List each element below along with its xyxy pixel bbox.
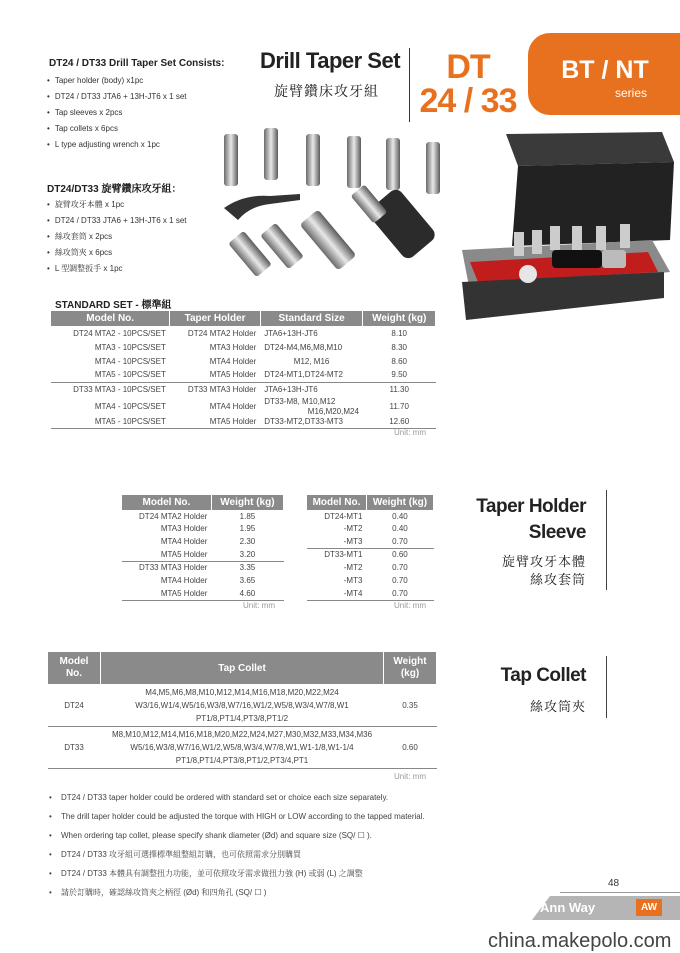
cell-model: DT24 MTA2 Holder (139, 511, 208, 521)
wrench (224, 194, 300, 220)
set-items-list (47, 73, 187, 153)
list-item: • Tap collets x 6pcs (47, 121, 187, 137)
table-row (51, 383, 436, 397)
table-row (51, 355, 436, 369)
cell-model: DT24 (64, 700, 84, 710)
cell-size-line: M16,M20,M24 (307, 406, 359, 416)
cell-weight: 3.65 (239, 576, 256, 585)
table-row (122, 549, 284, 562)
note-item: • When ordering tap collet, please specify shank diameter (Ød) and square size (SQ/ ☐ ). (47, 830, 467, 841)
table-row (48, 727, 437, 769)
col-header-model (48, 652, 101, 685)
list-item: • DT24 / DT33 JTA6 + 13H-JT6 x 1 set (47, 89, 187, 105)
note-item: • DT24 / DT33 taper holder could be ordered with standard set or choice each size separately. (47, 792, 467, 803)
note-item: • DT24 / DT33 本體具有調整扭力功能，並可依照攻牙需求做扭力強 (H) 或弱 (L) 之調整 (47, 868, 467, 879)
col-header: Taper Holder (170, 311, 260, 327)
table-row (122, 575, 284, 588)
cell-weight: 0.70 (392, 576, 408, 585)
cell-size: JTA6+13H-JT6 (264, 384, 318, 394)
collet-line: W3/16,W1/4,W5/16,W3/8,W7/16,W1/2,W5/8,W3/4,W7/8,W1 (135, 701, 349, 710)
cell-holder: MTA5 Holder (209, 370, 257, 380)
header-line: Model (59, 656, 89, 667)
collet-line: M4,M5,M6,M8,M10,M12,M14,M16,M18,M20,M22,M24 (145, 688, 339, 697)
table-row (307, 523, 434, 536)
tap-collet-table (47, 651, 437, 769)
cell-weight: 0.40 (392, 511, 408, 521)
header-line: (kg) (400, 668, 420, 679)
tool-parts-photo (210, 122, 455, 294)
list-item: • DT24 / DT33 JTA6 + 13H-JT6 x 1 set (47, 213, 187, 229)
series-subtitle: series (614, 86, 647, 100)
cell-model: MTA5 - 10PCS/SET (94, 370, 166, 380)
cell-weight: 0.60 (392, 550, 408, 560)
standard-set-table (50, 310, 436, 429)
cell-model: DT33 (64, 742, 84, 752)
cell-model: DT33 MTA3 - 10PCS/SET (73, 384, 166, 394)
cell-weight: 0.35 (402, 700, 418, 710)
cell-weight: 3.35 (239, 563, 256, 573)
standard-set-title: STANDARD SET - 標準組 (55, 300, 172, 311)
watermark: china.makepolo.com (488, 930, 672, 952)
note-item: • The drill taper holder could be adjusted the torque with HIGH or LOW according to the tapped material. (47, 811, 467, 822)
col-header: Model No. (307, 495, 367, 511)
drill-taper-set-cn: 旋臂鑽床攻牙組 (274, 83, 379, 99)
cell-model: MTA4 Holder (160, 576, 208, 585)
cell-weight: 3.20 (239, 549, 256, 559)
cell-weight: 0.70 (392, 536, 408, 546)
col-header: Model No. (122, 495, 212, 511)
cell-weight: 0.60 (402, 742, 418, 752)
cell-size: DT24-MT1,DT24-MT2 (264, 370, 343, 380)
cell-model: MTA4 Holder (160, 537, 208, 546)
cell-holder: MTA3 Holder (209, 342, 257, 352)
set-consists-title: DT24 / DT33 Drill Taper Set Consists: (49, 58, 225, 69)
list-item: • 絲攻套筒 x 2pcs (47, 229, 187, 245)
collet-line: PT1/8,PT1/4,PT3/8,PT1/2 (195, 714, 289, 723)
cell-collet (101, 727, 384, 769)
cell-model: DT33-MT1 (324, 550, 363, 560)
table-row (307, 536, 434, 549)
tap-collet-title: Tap Collet (500, 665, 586, 686)
dt-line2: 24 / 33 (419, 82, 517, 120)
cell-model: DT33 MTA3 Holder (139, 563, 208, 573)
cell-model: MTA4 - 10PCS/SET (94, 401, 166, 411)
series-title: BT / NT (561, 56, 649, 84)
table-row (122, 588, 284, 601)
page-number: 48 (608, 878, 620, 889)
cell-weight: 4.60 (239, 588, 256, 598)
cell-weight: 8.10 (391, 328, 407, 338)
cell-model: -MT3 (343, 576, 363, 585)
taper-holder-title (440, 494, 586, 546)
cell-size: DT24-M4,M6,M8,M10 (264, 342, 343, 352)
unit-label: Unit: mm (243, 601, 275, 610)
taper-holder-cn-line1: 旋臂攻牙本體 (501, 554, 586, 569)
list-item: • L 型調整扳手 x 1pc (47, 261, 187, 277)
cn-set-title: DT24/DT33 旋臂鑽床攻牙組： (47, 184, 182, 195)
cell-weight: 2.30 (239, 537, 256, 546)
cell-holder: DT24 MTA2 Holder (187, 328, 257, 338)
brand-name: Ann Way (540, 900, 596, 915)
col-header-collet: Tap Collet (101, 652, 384, 685)
taper-holder-title-line2: Sleeve (528, 522, 586, 543)
table-row (122, 536, 284, 549)
collet-line: M8,M10,M12,M14,M16,M18,M20,M22,M24,M27,M30,M32,M33,M34,M36 (111, 730, 373, 739)
drill-taper-set-title: Drill Taper Set (260, 48, 401, 73)
section-divider (606, 656, 607, 718)
tap-collet-cn: 絲攻筒夾 (529, 699, 586, 714)
collet-line: PT1/8,PT1/4,PT3/8,PT1/2,PT3/4,PT1 (175, 756, 309, 765)
taper-holder-title-line1: Taper Holder (476, 496, 586, 517)
cell-size: M12, M16 (293, 356, 330, 366)
col-header-weight (384, 652, 437, 685)
table-row (307, 588, 434, 601)
cell-model: DT24 MTA2 - 10PCS/SET (73, 328, 166, 338)
dt-model-title (418, 50, 518, 118)
list-item: • Taper holder (body) x1pc (47, 73, 187, 89)
note-item: • 請於訂購時，確認絲攻筒夾之柄徑 (Ød) 和四角孔 (SQ/ ☐ ) (47, 887, 467, 898)
cell-model: MTA5 - 10PCS/SET (94, 417, 166, 427)
table-row (48, 685, 437, 727)
cell-weight: 0.70 (392, 588, 408, 598)
holder-table (121, 494, 284, 601)
cell-model: MTA3 - 10PCS/SET (94, 342, 166, 352)
table-row (51, 397, 436, 417)
cell-size: JTA6+13H-JT6 (264, 328, 318, 338)
cell-holder: MTA4 Holder (209, 401, 257, 411)
table-row (122, 562, 284, 575)
cell-model: MTA3 Holder (160, 524, 208, 533)
col-header: Model No. (51, 311, 170, 327)
table-row (51, 417, 436, 429)
cell-weight: 8.60 (391, 356, 407, 366)
sleeve-table (306, 494, 434, 601)
table-row (51, 369, 436, 383)
cell-weight: 11.70 (389, 401, 409, 411)
col-header: Weight (kg) (211, 495, 283, 511)
cell-collet (101, 685, 384, 727)
cell-model: -MT3 (343, 536, 363, 546)
cell-weight: 9.50 (391, 370, 407, 380)
cell-model: -MT2 (343, 563, 363, 572)
unit-label: Unit: mm (394, 601, 426, 610)
cell-model: -MT4 (343, 588, 363, 598)
table-row (307, 511, 434, 523)
cell-size (260, 397, 363, 417)
cell-model: MTA4 - 10PCS/SET (94, 356, 166, 366)
table-row (51, 327, 436, 341)
cell-weight: 11.30 (389, 384, 409, 394)
list-item: • Tap sleeves x 2pcs (47, 105, 187, 121)
table-row (51, 341, 436, 355)
collet-line: W5/16,W3/8,W7/16,W1/2,W5/8,W3/4,W7/8,W1,W1-1/8,W1-1/4 (130, 743, 354, 752)
list-item: • 絲攻筒夾 x 6pcs (47, 245, 187, 261)
list-item: • 旋臂攻牙本體 x 1pc (47, 197, 187, 213)
col-header: Standard Size (260, 311, 363, 327)
cell-size: DT33-MT2,DT33-MT3 (264, 417, 343, 427)
cell-weight: 1.85 (239, 511, 256, 521)
footer-line (560, 892, 680, 893)
header-line: No. (65, 668, 83, 679)
taper-holder-cn (440, 553, 586, 589)
cell-model: DT24-MT1 (324, 511, 363, 521)
cell-weight: 0.70 (392, 563, 408, 572)
note-item: • DT24 / DT33 攻牙組可選擇標準組整組訂購，也可依照需求分別購買 (47, 849, 467, 860)
taper-holder-cn-line2: 絲攻套筒 (529, 572, 586, 587)
col-header: Weight (kg) (363, 311, 436, 327)
unit-label: Unit: mm (394, 428, 426, 437)
col-header: Weight (kg) (366, 495, 433, 511)
table-row (307, 562, 434, 575)
header-line: Weight (393, 656, 427, 667)
cell-weight: 12.60 (389, 417, 410, 427)
dt-line1: DT (446, 48, 490, 86)
divider (409, 48, 410, 122)
cell-size-line: DT33-M8, M10,M12 (264, 396, 336, 406)
tap-collets-group (224, 128, 440, 194)
cn-items-list (47, 197, 187, 277)
cell-holder: DT33 MTA3 Holder (187, 384, 257, 394)
brand-logo: AW (636, 899, 662, 916)
cell-model: MTA5 Holder (160, 549, 208, 559)
unit-label: Unit: mm (394, 772, 426, 781)
cell-model: MTA5 Holder (160, 588, 208, 598)
case-photo (452, 122, 678, 332)
list-item: • L type adjusting wrench x 1pc (47, 137, 187, 153)
cell-holder: MTA4 Holder (209, 356, 257, 366)
section-divider (606, 490, 607, 590)
table-row (307, 575, 434, 588)
cell-weight: 1.95 (239, 524, 256, 533)
cell-weight: 8.30 (391, 342, 407, 352)
cell-weight: 0.40 (392, 524, 408, 533)
cell-model: -MT2 (343, 524, 363, 533)
table-row (122, 511, 284, 523)
table-row (307, 549, 434, 562)
notes-list (47, 792, 467, 906)
cell-holder: MTA5 Holder (209, 417, 257, 427)
table-row (122, 523, 284, 536)
